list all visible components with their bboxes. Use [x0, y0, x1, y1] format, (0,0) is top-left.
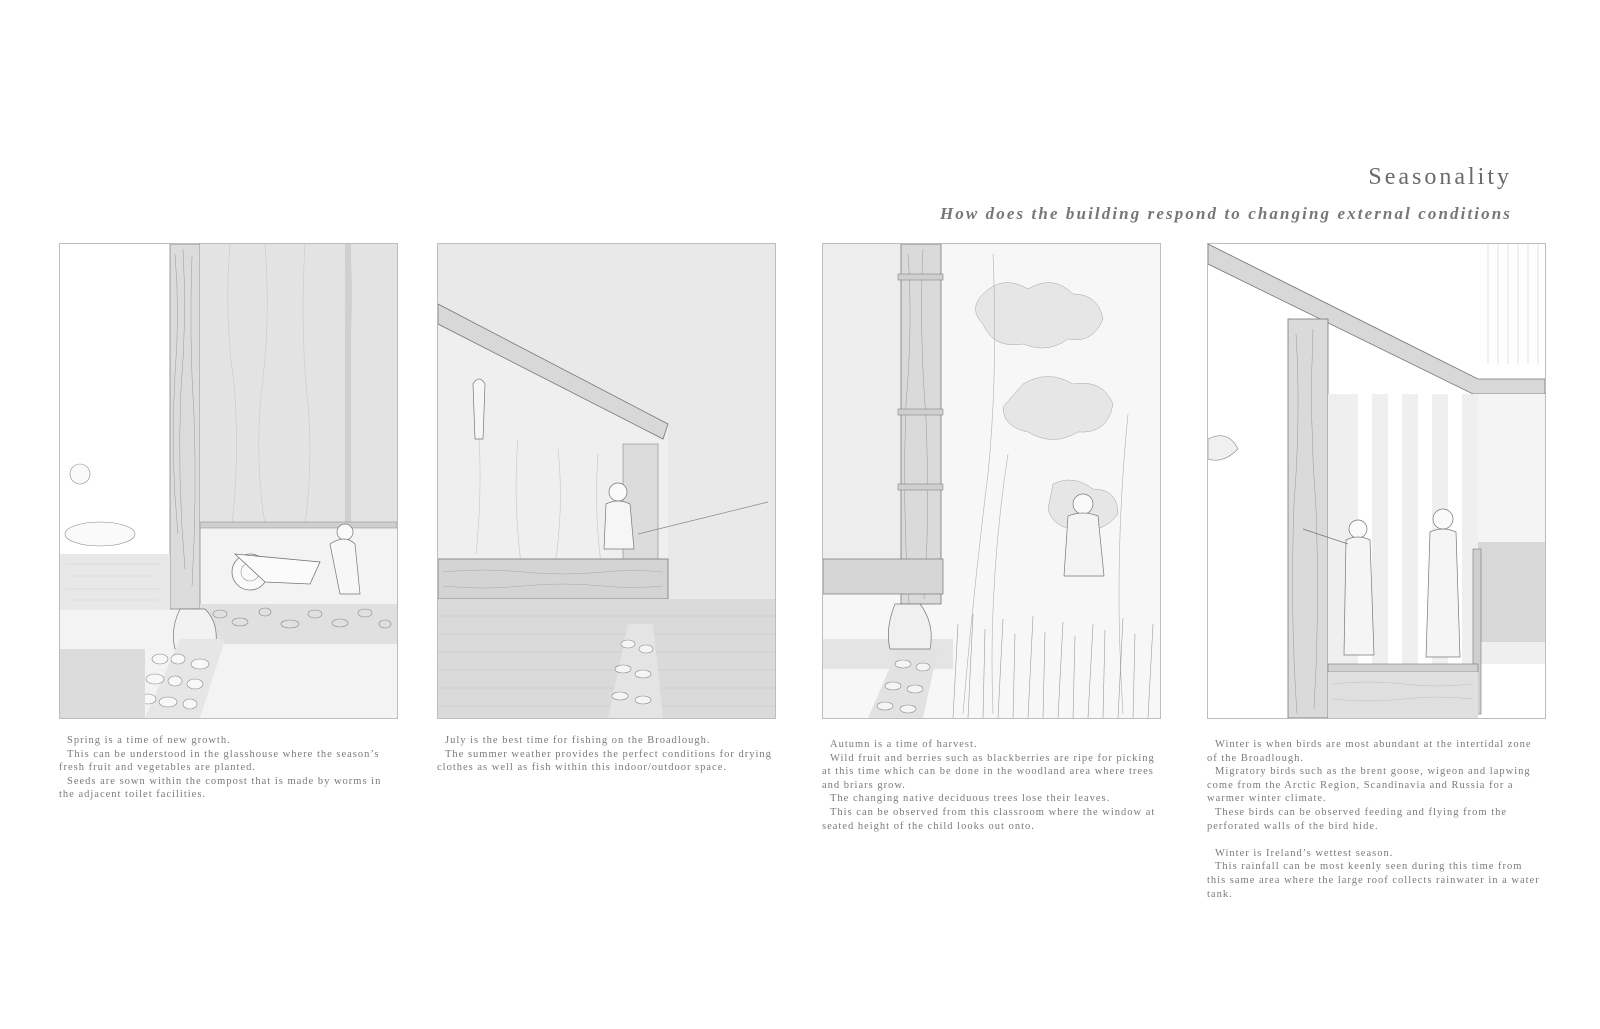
autumn-illustration — [822, 243, 1161, 719]
caption-line: The summer weather provides the perfect conditions for drying clothes as well as fish within this indoor/outdoor space. — [437, 748, 772, 774]
caption-line: Wild fruit and berries such as blackberries are ripe for picking at this time which can be done in the woodland area where trees and briars grow. — [822, 752, 1155, 791]
page-title: Seasonality — [1368, 164, 1512, 190]
caption-line: This can be observed from this classroom where the window at seated height of the child looks out onto. — [822, 806, 1156, 832]
winter-illustration — [1207, 243, 1546, 719]
caption-line: The changing native deciduous trees lose their leaves. — [830, 793, 1111, 805]
spring-illustration — [59, 243, 398, 719]
caption-line: This can be understood in the glasshouse where the season’s fresh fruit and vegetables are planted. — [59, 748, 380, 774]
caption-line: These birds can be observed feeding and flying from the perforated walls of the bird hide. — [1207, 806, 1508, 832]
caption-line: July is the best time for fishing on the Broadlough. — [445, 735, 711, 746]
page-subtitle: How does the building respond to changing external conditions — [939, 204, 1512, 223]
summer-illustration — [437, 243, 776, 719]
spring-caption — [59, 734, 396, 802]
caption-line: Autumn is a time of harvest. — [830, 739, 978, 750]
caption-line: Winter is when birds are most abundant at the intertidal zone of the Broadlough. — [1207, 739, 1532, 764]
summer-caption — [437, 734, 774, 775]
autumn-caption — [822, 738, 1159, 833]
winter-caption — [1207, 738, 1544, 901]
caption-line: This rainfall can be most keenly seen during this time from this same area where the large roof collects rainwater in a water tank. — [1207, 861, 1540, 900]
caption-line: Seeds are sown within the compost that is made by worms in the adjacent toilet facilities. — [59, 775, 382, 801]
caption-line: Winter is Ireland’s wettest season. — [1215, 847, 1394, 859]
caption-line: Spring is a time of new growth. — [67, 735, 231, 746]
caption-line: Migratory birds such as the brent goose, wigeon and lapwing come from the Arctic Region, Scandinavia and Russia for a warmer winter climate. — [1207, 766, 1531, 805]
